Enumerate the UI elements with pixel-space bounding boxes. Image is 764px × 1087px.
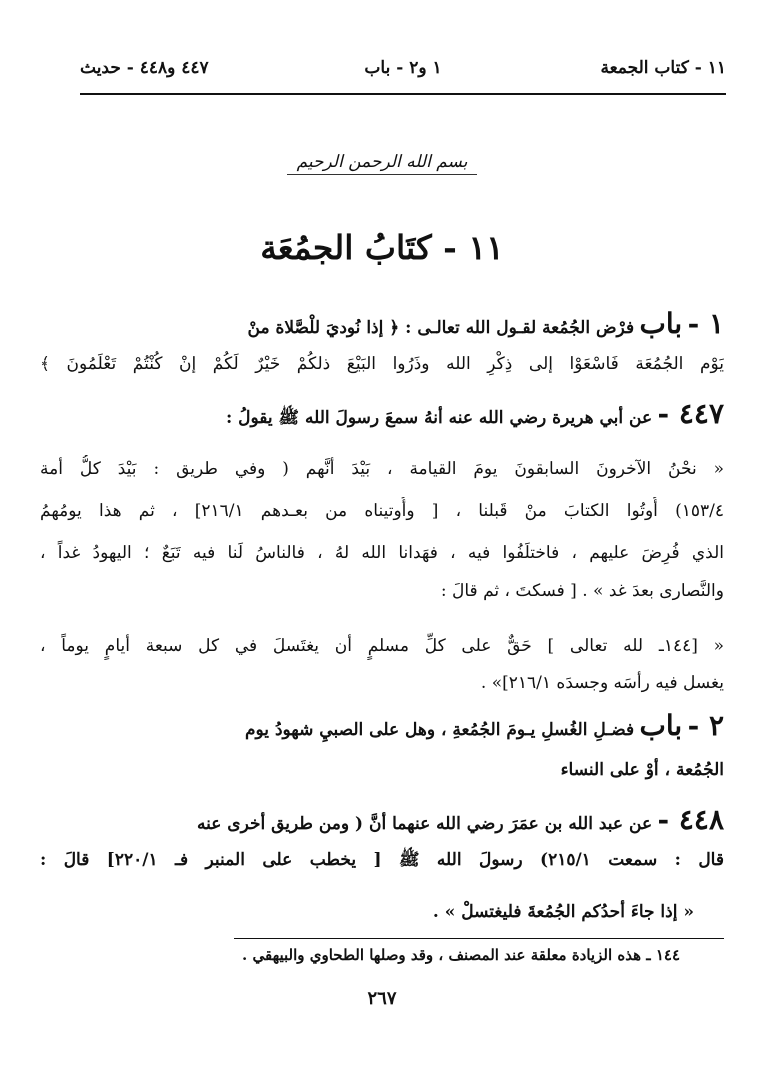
hadith448-number: ٤٤٨ - [657,806,724,836]
hadith447-line: الذي فُرِضَ عليهم ، فاختلَفُوا فيه ، فهَدانا الله لهُ ، فالناسُ لَنا فيه تَبَعٌ ؛ اليهودُ غداً ، [40,543,724,563]
basmala-calligraphy: بسم الله الرحمن الرحيم [0,152,764,172]
hadith448-line: عن عبد الله بن عمَرَ رضي الله عنهما أنَّ ( ومن طريق أخرى عنه [196,814,653,834]
hadith447-line: ١٥٣/٤) أُوتُوا الكتابَ منْ قَبلنا ، [ وأُوتيناه من بعـدهم ٢١٦/١] ، ثم هذا يومُهمُ [40,501,724,521]
bab2-number: ٢ - [687,712,724,742]
hadith448-line: قال : سمعت ٢١٥/١) رسولَ الله ﷺ [ يخطب على المنبر فـ ٢٢٠/١] قالَ : [40,850,724,870]
bab1-word: باب [639,310,683,340]
hadith447-intro-line [40,400,724,432]
hadith447-number: ٤٤٧ - [657,400,724,430]
bab1-heading-line [40,310,724,342]
bab1-number: ١ - [687,310,724,340]
running-header [80,52,726,82]
hadith448-first-line [40,806,724,838]
hadith447-line: والنَّصارى بعدَ غد » . [ فسكتَ ، ثم قالَ : [440,581,724,601]
bab2-text-line2: الجُمُعة ، أوْ على النساء [560,760,724,780]
hadith447-intro: عن أبي هريرة رضي الله عنه أنهُ سمعَ رسولَ الله ﷺ يقولُ : [225,408,653,428]
bab1-text-line1: فرْض الجُمُعة لقـول الله تعالـى : ﴿ إذا نُوديَ للْصَّلاة منْ [247,318,635,338]
hadith447-line: يغسل فيه رأسَه وجسدَه ٢١٦/١]» . [480,673,724,693]
hadith448-line: « إذا جاءَ أحدُكم الجُمُعةَ فليغتسلْ » . [432,902,694,922]
header-divider [80,93,726,95]
bab2-heading-line [40,712,724,744]
book-title: ١١ - كتَابُ الجمُعَة [260,228,504,267]
hadith447-line: « [١٤٤ـ لله تعالى ] حَقٌّ على كلِّ مسلمٍ أن يغتَسلَ في كل سبعة أيامٍ يوماً ، [40,636,724,656]
page-number: ٢٦٧ [367,988,397,1009]
header-chapter: ١١ - كتاب الجمعة [600,58,726,78]
bab2-word: باب [639,712,683,742]
bab1-text-line2: يَوْم الجُمُعَة فَاسْعَوْا إلى ذِكْرِ الله وذَرُوا البَيْعَ ذلكُمْ خَيْرٌ لَكُمْ إنْ كُنْتُمْ تَعْلَمُونَ ﴾ [40,354,724,374]
bab2-text-line1: فضـلِ الغُسلِ يـومَ الجُمُعةِ ، وهل على الصبيِ شهودُ يوم [245,720,635,740]
hadith447-line: « نحْنُ الآخرونَ السابقونَ يومَ القيامة ، بَيْدَ أنَّهم ( وفي طريق : بَيْدَ كلُّ أمة [40,459,724,479]
header-bab: ١ و٢ - باب [364,58,442,78]
footnote: ١٤٤ ـ هذه الزيادة معلقة عند المصنف ، وقد وصلها الطحاوي والبيهقي . [242,946,680,964]
header-hadith: ٤٤٧ و٤٤٨ - حديث [80,58,209,78]
footnote-divider [234,938,724,939]
